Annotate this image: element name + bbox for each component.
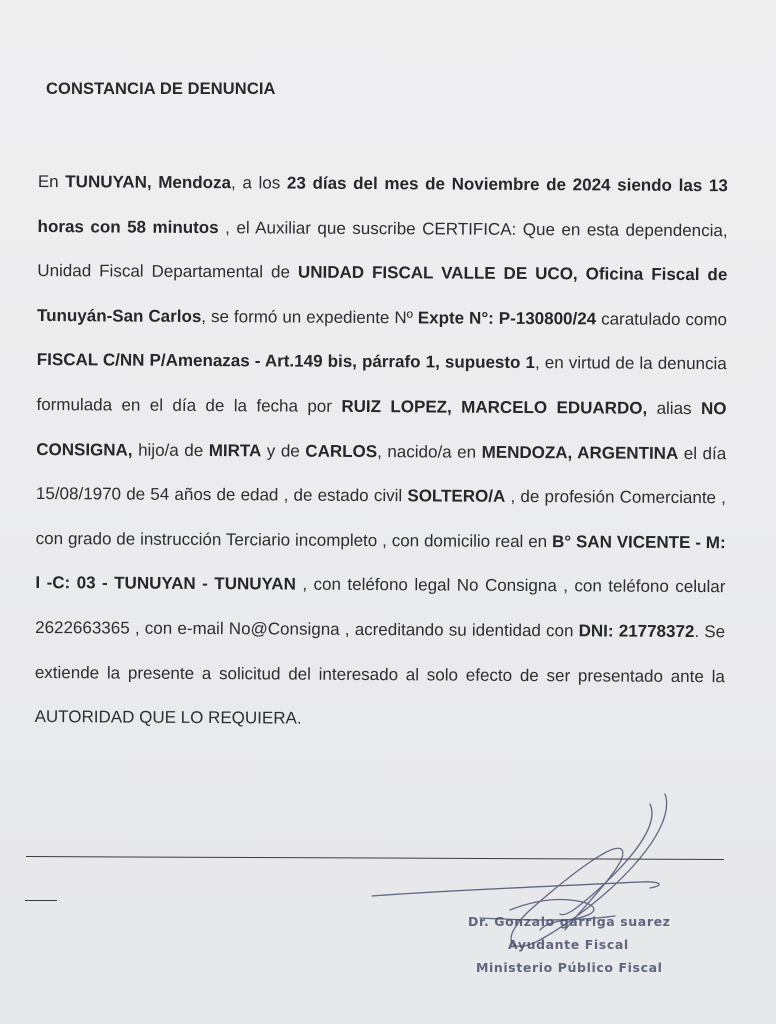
official-stamp [462,910,692,979]
body-bold-segment: CARLOS [305,441,378,461]
document-body [34,160,728,744]
body-text-segment: hijo/a de [132,440,209,460]
body-bold-segment: MENDOZA, ARGENTINA [481,442,679,463]
body-text-segment: caratulado como [596,309,728,329]
body-text-segment: , con teléfono legal No Consigna , con teléfono celular 2622663365 , con e-mail No@Consigna , acreditando su identidad con [35,574,726,641]
stamp-institution: Ministerio Público Fiscal [476,960,663,975]
body-text-segment: el día 15/08/1970 de 54 años de edad , de estado civil [35,443,727,506]
body-bold-segment: NO CONSIGNA, [36,399,727,460]
body-text-segment: , a los [230,173,288,193]
document-title: CONSTANCIA DE DENUNCIA [46,80,276,98]
stamp-name: Dr. Gonzalo garriga suarez [468,914,671,929]
body-bold-segment: TUNUYAN, Mendoza [65,172,232,193]
body-bold-segment: UNIDAD FISCAL VALLE DE UCO, Oficina Fiscal de Tunuyán-San Carlos [36,262,728,326]
body-text-segment: , en virtud de la denuncia formulada en el día de la fecha por [36,353,727,416]
body-bold-segment: MIRTA [208,440,262,460]
body-text-segment: , el Auxiliar que suscribe CERTIFICA: Que en esta dependencia, Unidad Fiscal Departamental de [37,217,728,282]
body-bold-segment: Expte N°: P-130800/24 [417,308,597,329]
body-bold-segment: B° SAN VICENTE - M: I -C: 03 - TUNUYAN - TUNUYAN [35,531,726,594]
body-text-segment: alias [647,398,702,419]
body-text-segment: . Se extiende la presente a solicitud del interesado al solo efecto de ser presentado ante la AUTORIDAD QUE LO REQUIERA. [34,621,726,728]
body-bold-segment: SOLTERO/A [407,486,506,507]
body-bold-segment: RUIZ LOPEZ, MARCELO EDUARDO, [341,396,648,418]
body-text-segment: En [37,171,66,192]
stamp-role: Ayudante Fiscal [508,937,629,952]
body-text-segment: , nacido/a en [377,441,482,462]
body-bold-segment: DNI: 21778372 [578,621,695,641]
body-text-segment: , se formó un expediente Nº [201,306,418,328]
body-bold-segment: 23 días del mes de Noviembre de 2024 siendo las 13 horas con 58 minutos [37,173,728,237]
short-dash [25,900,57,901]
body-bold-segment: FISCAL C/NN P/Amenazas - Art.149 bis, párrafo 1, supuesto 1 [36,350,536,373]
body-text-segment: , de profesión Comerciante , con grado de instrucción Terciario incompleto , con domicilio real en [35,487,727,551]
body-text-segment: y de [261,440,306,461]
